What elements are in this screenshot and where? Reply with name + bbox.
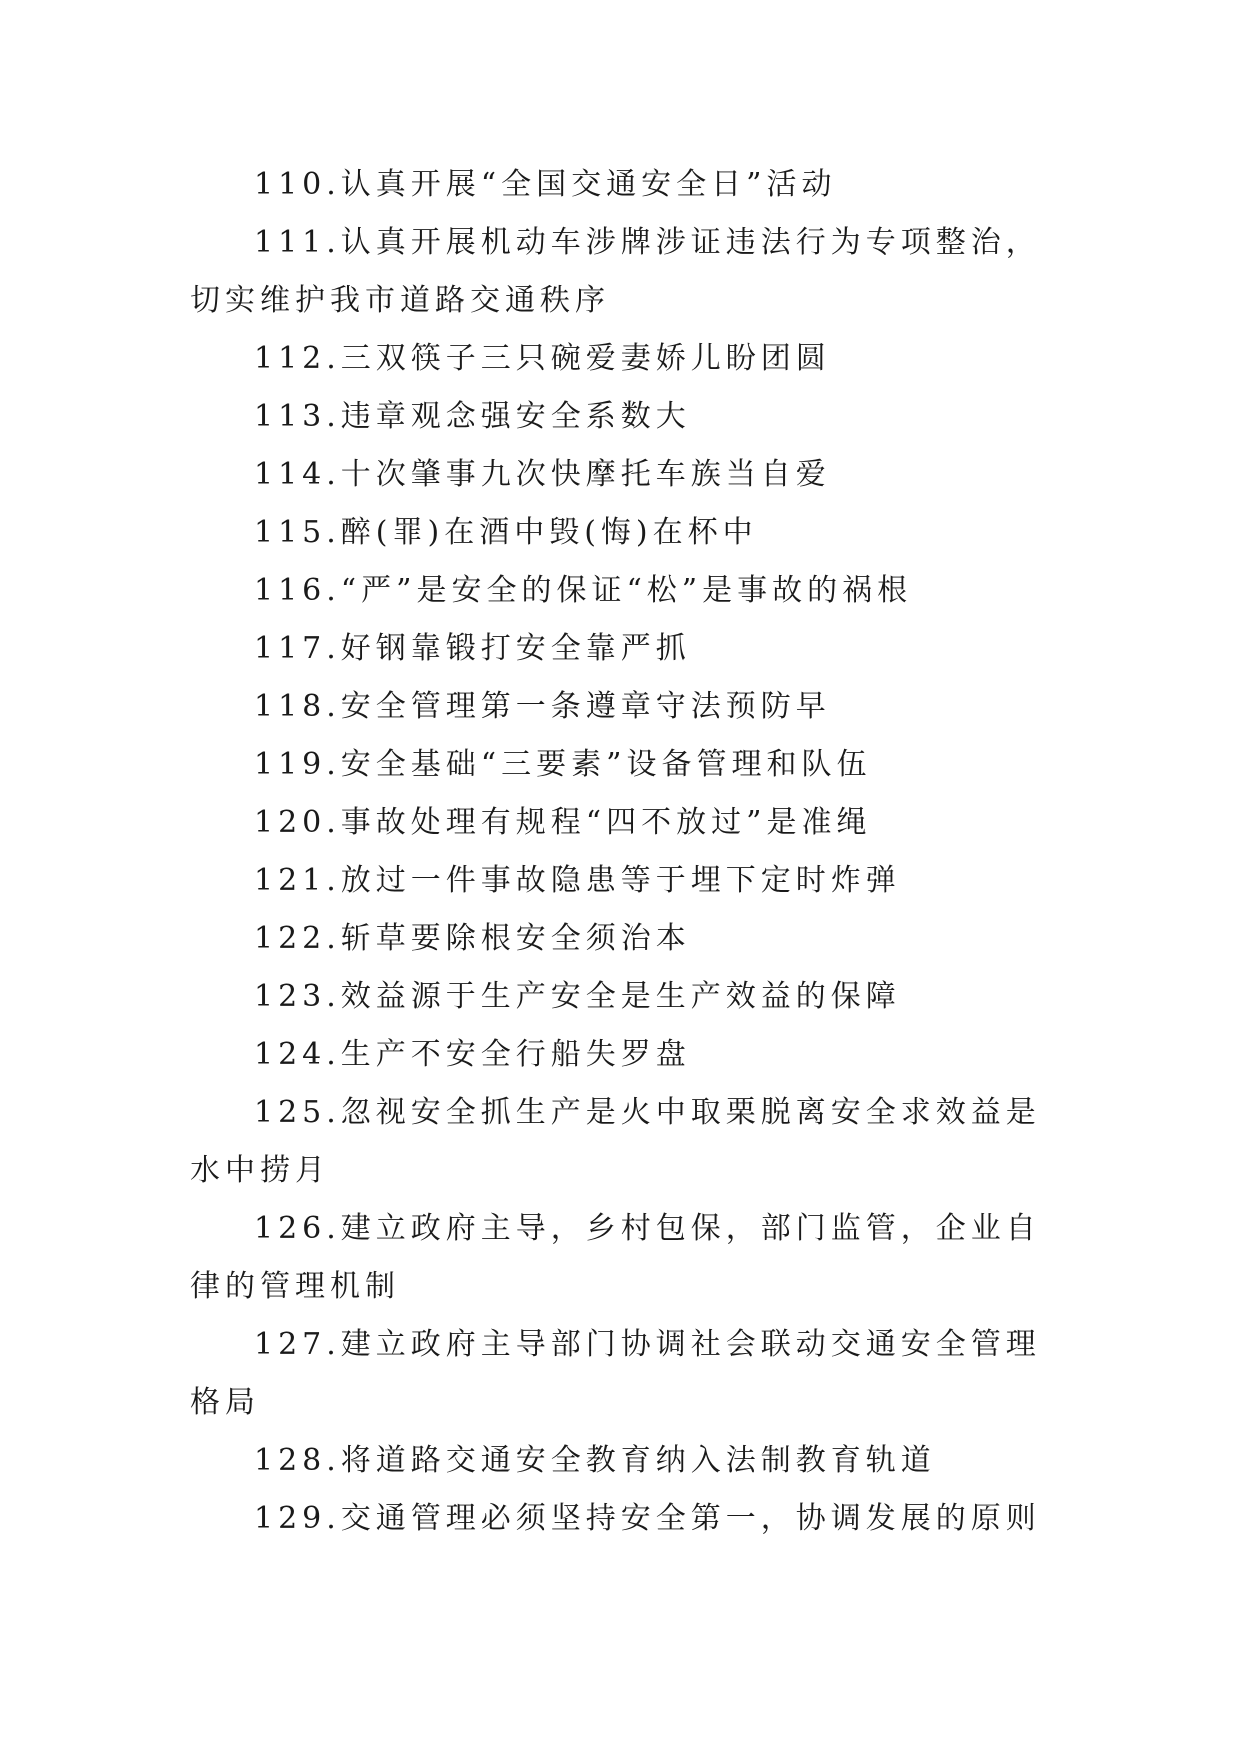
list-item: 119.安全基础“三要素”设备管理和队伍: [254, 747, 872, 782]
list-item: 117.好钢靠锻打安全靠严抓: [254, 631, 691, 666]
list-item: 111.认真开展机动车涉牌涉证违法行为专项整治，切实维护我市道路交通秩序: [190, 225, 1041, 318]
list-item: 126.建立政府主导，乡村包保，部门监管，企业自律的管理机制: [190, 1211, 1041, 1304]
list-item: 114.十次肇事九次快摩托车族当自爱: [254, 457, 831, 492]
list-item: 121.放过一件事故隐患等于埋下定时炸弹: [254, 863, 901, 898]
list-item: 112.三双筷子三只碗爱妻娇儿盼团圆: [254, 341, 831, 376]
list-item: 110.认真开展“全国交通安全日”活动: [254, 167, 837, 202]
list-item: 120.事故处理有规程“四不放过”是准绳: [254, 805, 872, 840]
list-item: 124.生产不安全行船失罗盘: [254, 1037, 691, 1072]
list-item: 123.效益源于生产安全是生产效益的保障: [254, 979, 901, 1014]
list-item: 116.“严”是安全的保证“松”是事故的祸根: [254, 573, 913, 608]
list-item: 122.斩草要除根安全须治本: [254, 921, 691, 956]
document-body: [190, 156, 1052, 1548]
list-item: 113.违章观念强安全系数大: [254, 399, 691, 434]
list-item: 118.安全管理第一条遵章守法预防早: [254, 689, 831, 724]
list-item: 127.建立政府主导部门协调社会联动交通安全管理格局: [190, 1327, 1041, 1420]
list-item: 125.忽视安全抓生产是火中取栗脱离安全求效益是水中捞月: [190, 1095, 1041, 1188]
list-item: 115.醉(罪)在酒中毁(悔)在杯中: [254, 515, 758, 550]
list-item: 128.将道路交通安全教育纳入法制教育轨道: [254, 1443, 936, 1478]
list-item: 129.交通管理必须坚持安全第一，协调发展的原则: [254, 1501, 1041, 1536]
